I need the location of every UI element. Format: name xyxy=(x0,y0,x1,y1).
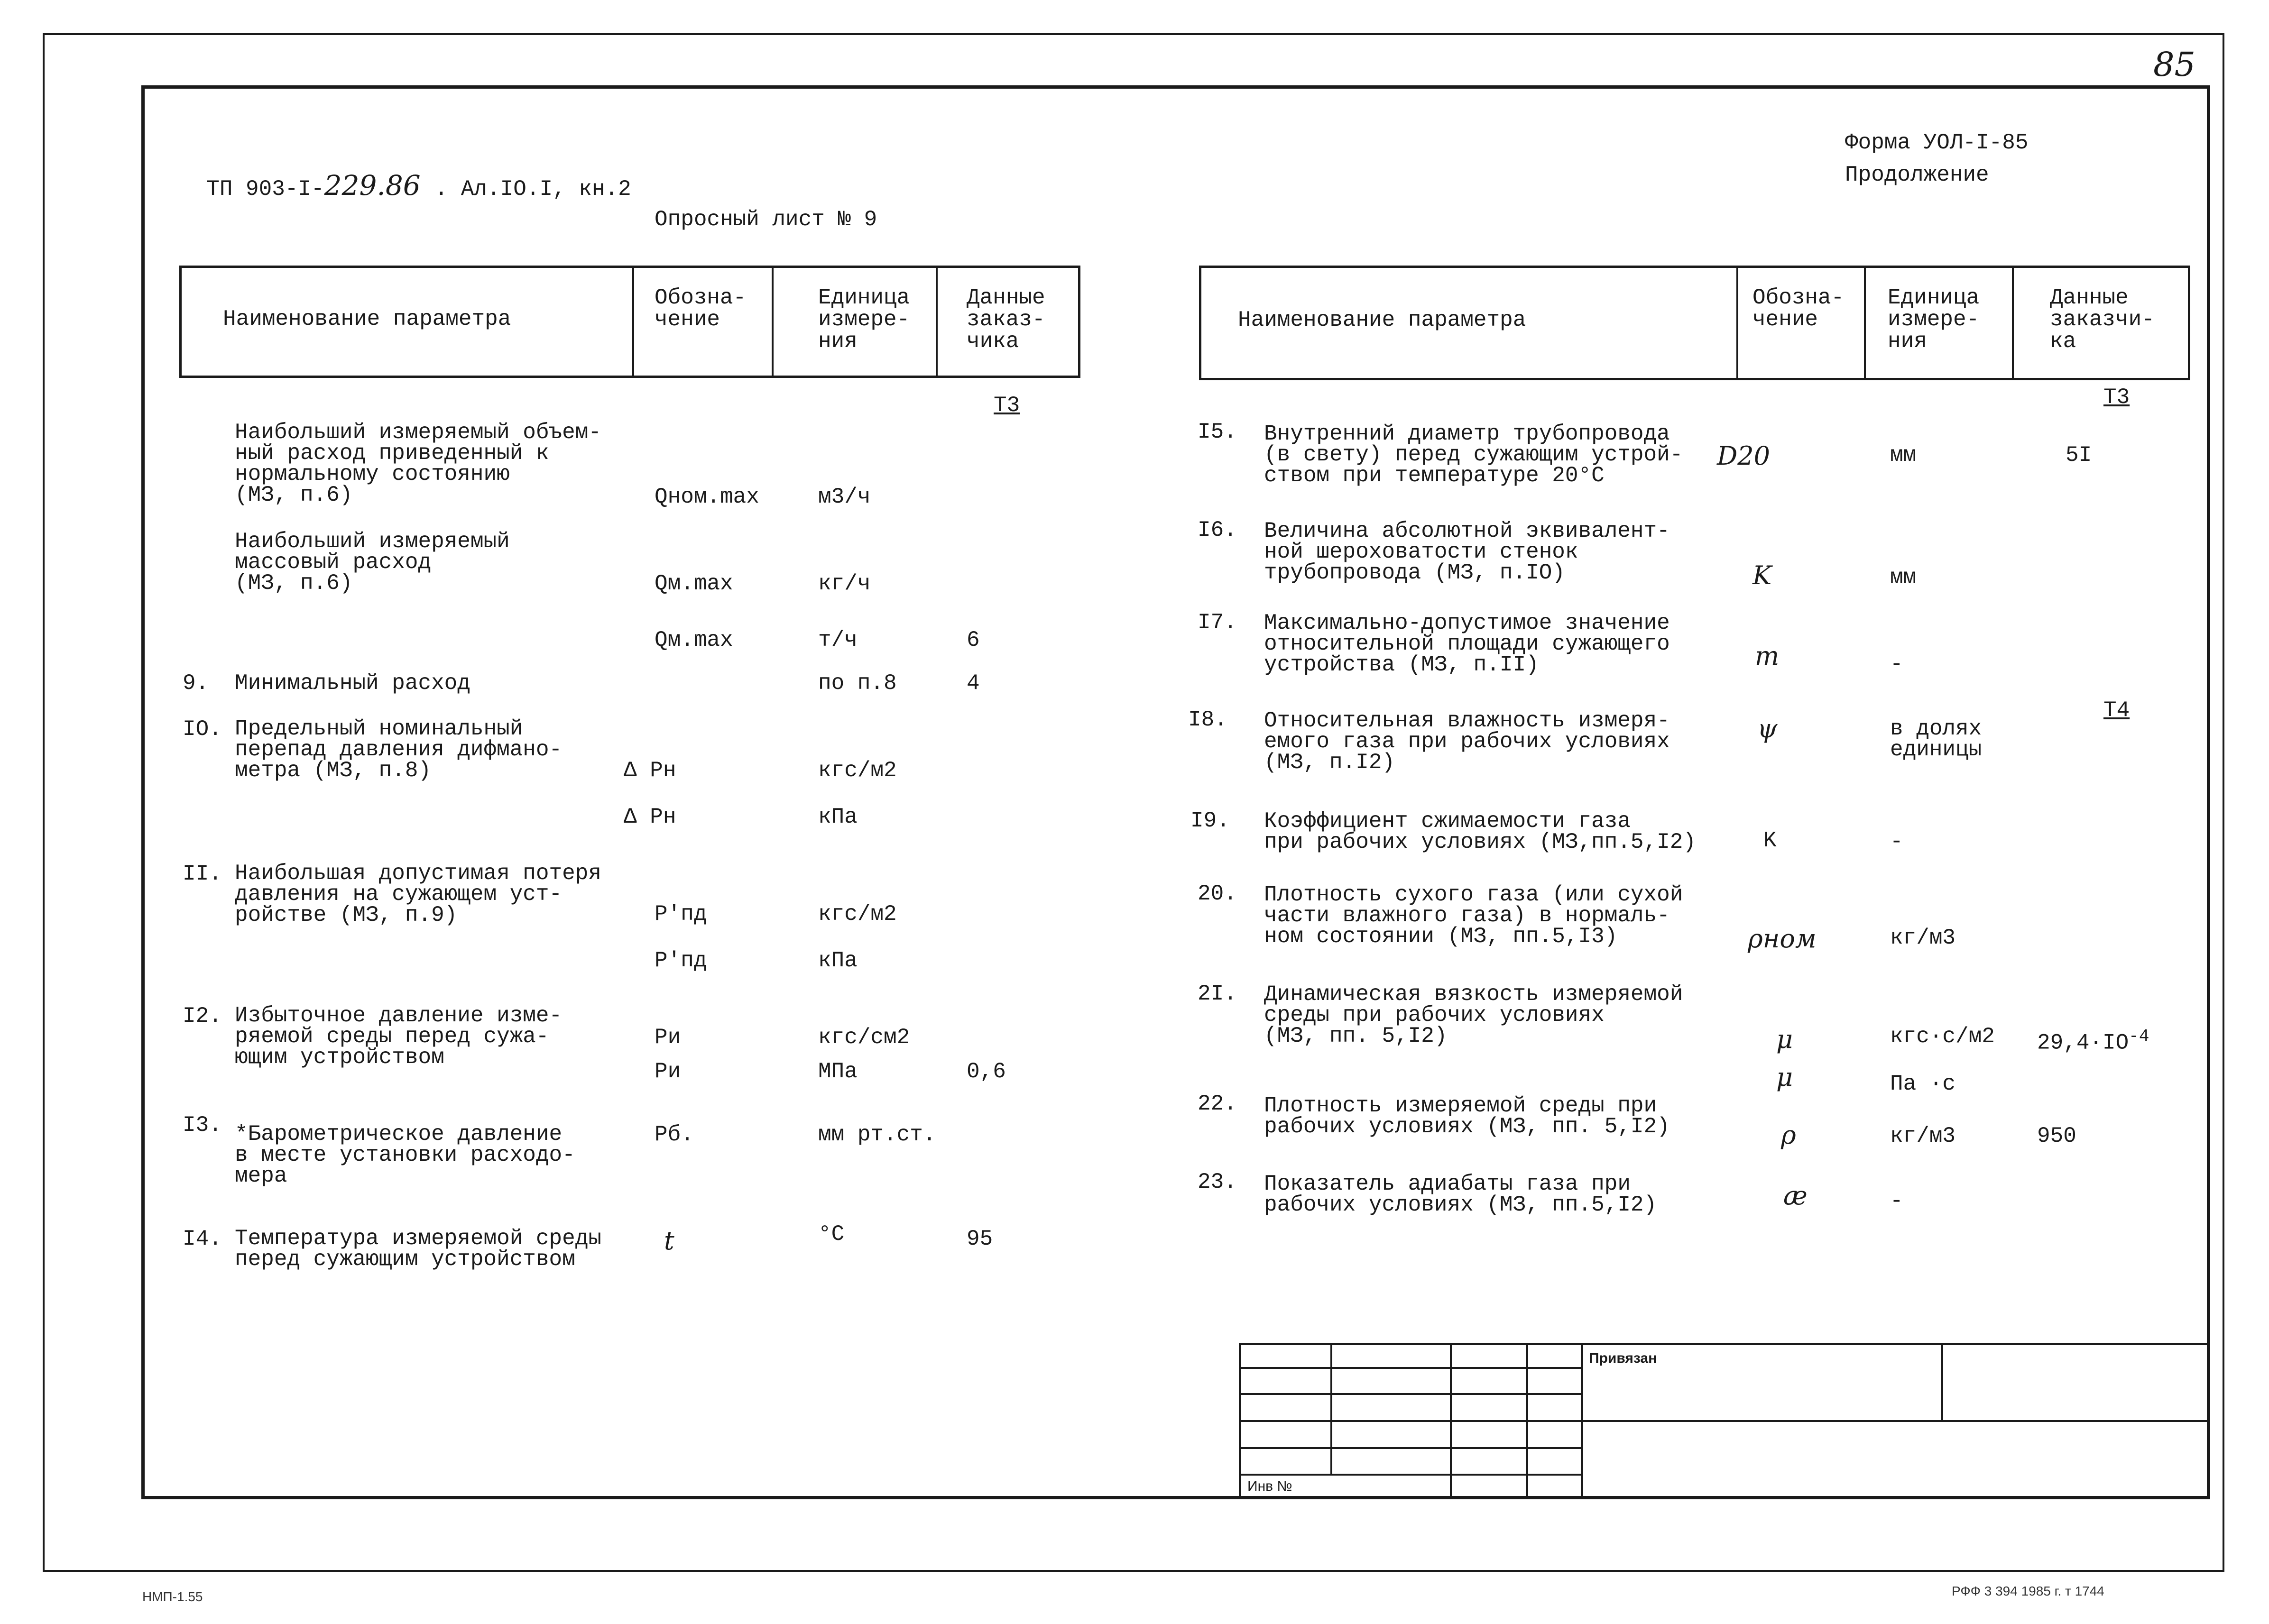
footer-left-code: НМП-1.55 xyxy=(142,1589,203,1604)
left-row-12-num: I4. xyxy=(183,1227,222,1251)
left-head-right xyxy=(1078,266,1080,378)
right-row-2-name: Величина абсолютной эквивалент- ной шероховатости стенок трубопровода (МЗ, п.IO) xyxy=(1264,519,1670,585)
right-head-top xyxy=(1199,266,2190,268)
left-col-name: Наименование параметра xyxy=(223,307,511,331)
left-row-1-unit: м3/ч xyxy=(818,485,871,509)
inner-frame-right xyxy=(2207,85,2210,1499)
left-row-7-symbol: P'пд xyxy=(655,902,707,927)
outer-frame-left xyxy=(43,33,45,1572)
doc-code-prefix: ТП 903-I- xyxy=(206,177,324,202)
left-row-11-symbol: Pб. xyxy=(655,1122,694,1147)
right-row-9-unit: кг/м3 xyxy=(1890,1124,1956,1148)
left-row-5-unit: кгс/м2 xyxy=(818,758,897,783)
right-row-4-name: Относительная влажность измеря- емого газа при рабочих условиях (МЗ, п.I2) xyxy=(1264,708,1670,775)
right-row-9-num: 22. xyxy=(1198,1092,1237,1116)
left-row-3-unit: т/ч xyxy=(818,628,858,652)
left-col-unit: Единица измере- ния xyxy=(818,285,910,354)
left-row-9-symbol: Pи xyxy=(655,1025,681,1050)
stamp-top xyxy=(1239,1343,2207,1345)
left-row-6-unit: кПа xyxy=(818,805,858,829)
right-row-1-name: Внутренний диаметр трубопровода (в свету) перед сужающим устрой- ством при температуре 20°С xyxy=(1264,422,1683,488)
right-head-div2 xyxy=(1864,266,1866,380)
left-col-symbol: Обозна- чение xyxy=(655,285,747,332)
stamp-h1 xyxy=(1239,1367,1581,1369)
right-row-10-num: 23. xyxy=(1198,1170,1237,1194)
left-head-left xyxy=(179,266,182,378)
right-row-2-num: I6. xyxy=(1198,518,1237,542)
left-head-div2 xyxy=(772,266,774,378)
stamp-v5 xyxy=(1941,1343,1943,1421)
left-row-2-unit: кг/ч xyxy=(818,571,871,596)
left-row-9-unit: кгс/см2 xyxy=(818,1025,910,1050)
right-head-div3 xyxy=(2012,266,2014,380)
right-row-1-value: 5I xyxy=(2066,443,2092,468)
right-row-5-symbol: K xyxy=(1763,828,1777,853)
left-row-12-symbol: t xyxy=(664,1226,674,1256)
stamp-v1 xyxy=(1330,1343,1332,1476)
left-row-5-num: IO. xyxy=(183,717,222,742)
right-row-7-name: Динамическая вязкость измеряемой среды при рабочих условиях (МЗ, пп. 5,I2) xyxy=(1264,982,1683,1048)
right-row-4-num: I8. xyxy=(1188,707,1227,732)
left-row-12-unit: °C xyxy=(818,1222,845,1247)
right-row-2-unit: мм xyxy=(1890,565,1917,590)
left-row-10-symbol: Pи xyxy=(655,1059,681,1084)
left-row-1-symbol: Qном.max xyxy=(655,485,759,509)
right-note-t3: Т3 xyxy=(2103,385,2130,410)
right-head-right xyxy=(2188,266,2190,380)
left-row-11-num: I3. xyxy=(183,1113,222,1138)
left-col-data: Данные заказ- чика xyxy=(967,285,1045,354)
right-row-4-unit: в долях единицы xyxy=(1890,716,1982,762)
left-row-9-num: I2. xyxy=(183,1004,222,1028)
stamp-linked-label: Привязан xyxy=(1589,1350,1657,1366)
right-row-4-symbol: ψ xyxy=(1757,714,1778,743)
left-row-10-unit: МПа xyxy=(818,1059,858,1084)
right-row-6-num: 20. xyxy=(1198,881,1237,906)
form-label: Форма УОЛ-I-85 xyxy=(1845,130,2029,155)
sheet-title: Опросный лист № 9 xyxy=(655,207,877,232)
right-row-7-value-exp: -4 xyxy=(2129,1027,2149,1046)
left-row-7-name: Наибольшая допустимая потеря давления на сужающем уст- ройстве (МЗ, п.9) xyxy=(235,861,601,927)
outer-frame-top xyxy=(43,33,2224,35)
stamp-h4 xyxy=(1239,1447,1581,1449)
inner-frame-bottom xyxy=(141,1496,2210,1499)
right-head-div1 xyxy=(1736,266,1738,380)
left-row-8-symbol: P'пд xyxy=(655,948,707,973)
inner-frame-left xyxy=(141,85,145,1499)
right-row-10-symbol: æ xyxy=(1783,1181,1808,1211)
right-row-2-symbol: K xyxy=(1752,560,1772,590)
right-row-3-unit: - xyxy=(1890,652,1903,677)
right-row-6-name: Плотность сухого газа (или сухой части влажного газа) в нормаль- ном состоянии (МЗ, пп.5,I3) xyxy=(1264,882,1683,949)
left-row-4-unit: по п.8 xyxy=(818,671,897,696)
left-row-4-value: 4 xyxy=(967,671,980,696)
right-row-8-unit: Па ·с xyxy=(1890,1072,1956,1096)
doc-code xyxy=(180,153,631,200)
left-row-11-name: *Барометрическое давление в месте установки расходо- мера xyxy=(235,1122,575,1188)
left-head-top xyxy=(179,266,1080,268)
right-row-1-num: I5. xyxy=(1198,420,1237,444)
left-row-11-unit: мм рт.ст. xyxy=(818,1122,936,1147)
right-row-3-num: I7. xyxy=(1198,610,1237,635)
stamp-h5 xyxy=(1239,1474,1581,1476)
stamp-inv-label: Инв № xyxy=(1247,1478,1292,1494)
right-row-7-num: 2I. xyxy=(1198,982,1237,1006)
outer-frame-right xyxy=(2223,33,2224,1572)
continuation-label: Продолжение xyxy=(1845,163,1989,187)
footer-right-code: РФФ 3 394 1985 г. т 1744 xyxy=(1952,1584,2104,1598)
left-row-2-name: Наибольший измеряемый массовый расход (МЗ, п.6) xyxy=(235,529,510,596)
stamp-h2 xyxy=(1239,1393,1581,1395)
right-head-left xyxy=(1199,266,1201,380)
right-row-7-value-base: 29,4·IO xyxy=(2037,1030,2129,1055)
left-row-5-name: Предельный номинальный перепад давления дифмано- метра (МЗ, п.8) xyxy=(235,716,563,783)
right-row-7-value xyxy=(2037,1026,2149,1054)
right-head-bottom xyxy=(1199,378,2190,380)
left-row-4-name: Минимальный расход xyxy=(235,671,470,696)
right-row-7-symbol: μ xyxy=(1776,1024,1793,1054)
right-col-data: Данные заказчи- ка xyxy=(2050,285,2155,354)
left-row-12-value: 95 xyxy=(967,1227,993,1251)
left-note-t3: Т3 xyxy=(994,393,1020,418)
right-row-8-symbol: μ xyxy=(1776,1062,1793,1092)
doc-code-suffix: . Ал.IO.I, кн.2 xyxy=(434,177,631,202)
right-col-unit: Единица измере- ния xyxy=(1888,285,1980,354)
left-row-2-symbol: Qм.max xyxy=(655,571,733,596)
left-row-8-unit: кПа xyxy=(818,948,858,973)
left-row-12-name: Температура измеряемой среды перед сужающим устройством xyxy=(235,1226,601,1272)
right-row-10-name: Показатель адиабаты газа при рабочих условиях (МЗ, пп.5,I2) xyxy=(1264,1172,1657,1217)
right-row-5-num: I9. xyxy=(1190,808,1230,833)
left-head-bottom xyxy=(179,376,1080,378)
right-row-10-unit: - xyxy=(1890,1189,1903,1213)
right-row-7-unit: кгс·с/м2 xyxy=(1890,1024,1995,1049)
right-row-6-symbol: ρном xyxy=(1748,924,1817,954)
page-number: 85 xyxy=(2153,45,2196,84)
left-head-div3 xyxy=(936,266,938,378)
stamp-h3 xyxy=(1239,1420,2207,1422)
left-row-4-num: 9. xyxy=(183,671,209,696)
left-row-5-symbol: Δ Pн xyxy=(624,758,676,783)
left-row-10-value: 0,6 xyxy=(967,1059,1006,1084)
right-col-symbol: Обозна- чение xyxy=(1752,285,1845,332)
right-col-name: Наименование параметра xyxy=(1238,308,1526,332)
inner-frame-top xyxy=(141,85,2210,89)
right-row-5-name: Коэффициент сжимаемости газа при рабочих условиях (МЗ,пп.5,I2) xyxy=(1264,809,1696,854)
left-row-7-unit: кгс/м2 xyxy=(818,902,897,927)
outer-frame-bottom xyxy=(43,1570,2224,1572)
left-row-3-symbol: Qм.max xyxy=(655,628,733,652)
left-row-7-num: II. xyxy=(183,862,222,886)
left-row-1-name: Наибольший измеряемый объем- ный расход приведенный к нормальному состоянию (МЗ, п.6) xyxy=(235,420,601,507)
left-row-3-value: 6 xyxy=(967,628,980,652)
doc-code-number: 229.86 xyxy=(324,169,421,202)
right-row-6-unit: кг/м3 xyxy=(1890,926,1956,950)
right-row-5-unit: - xyxy=(1890,829,1903,854)
right-note-t4: Т4 xyxy=(2103,698,2130,723)
right-row-1-unit: мм xyxy=(1890,443,1917,468)
right-row-1-symbol: D20 xyxy=(1717,441,1771,471)
right-row-3-name: Максимально-допустимое значение относительной площади сужающего устройства (МЗ, п.II) xyxy=(1264,611,1670,677)
right-row-3-symbol: m xyxy=(1755,641,1780,671)
left-row-9-name: Избыточное давление изме- ряемой среды перед сужа- ющим устройством xyxy=(235,1003,563,1070)
right-row-9-name: Плотность измеряемой среды при рабочих условиях (МЗ, пп. 5,I2) xyxy=(1264,1093,1670,1139)
left-head-div1 xyxy=(632,266,634,378)
right-row-9-symbol: ρ xyxy=(1781,1120,1796,1150)
right-row-9-value: 950 xyxy=(2037,1124,2076,1148)
left-row-6-symbol: Δ Pн xyxy=(624,805,676,829)
